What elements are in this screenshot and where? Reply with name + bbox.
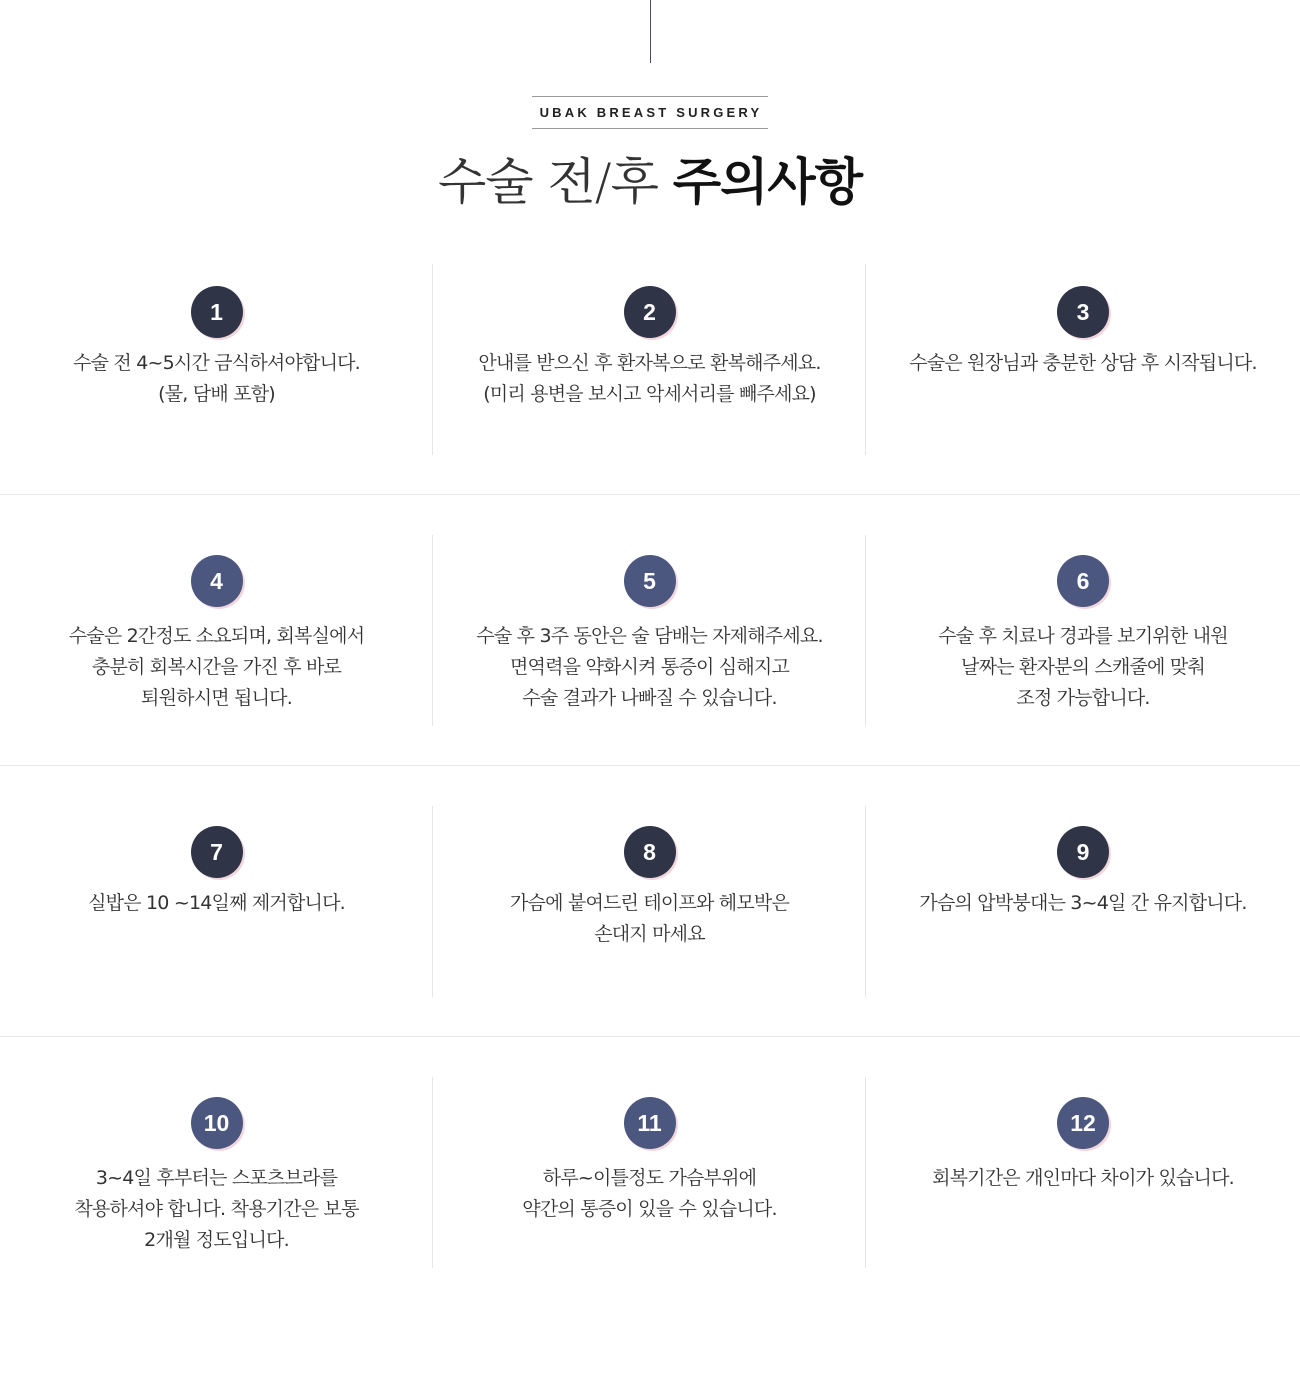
number-badge: 10 [191, 1097, 243, 1149]
number-badge: 1 [191, 286, 243, 338]
number-badge: 7 [191, 826, 243, 878]
precaution-text: 수술은 원장님과 충분한 상담 후 시작됩니다. [909, 352, 1257, 374]
precaution-text: 하루~이틀정도 가슴부위에 약간의 통증이 있을 수 있습니다. [522, 1167, 777, 1220]
precautions-row-2 [0, 495, 1300, 766]
number-badge: 8 [624, 826, 676, 878]
precautions-row-1 [0, 224, 1300, 495]
precautions-row-3 [0, 766, 1300, 1037]
precaution-item-8 [433, 766, 866, 1037]
precaution-item-4 [0, 495, 433, 766]
precaution-item-3 [866, 224, 1300, 495]
precaution-text: 가슴의 압박붕대는 3~4일 간 유지합니다. [919, 892, 1247, 914]
top-divider-line [650, 0, 651, 63]
precaution-item-5 [433, 495, 866, 766]
precaution-item-7 [0, 766, 433, 1037]
page-title-bold: 주의사항 [672, 153, 863, 211]
precaution-item-10 [0, 1037, 433, 1308]
precaution-item-11 [433, 1037, 866, 1308]
precaution-item-12 [866, 1037, 1300, 1308]
precautions-grid [0, 224, 1300, 1308]
number-badge: 9 [1057, 826, 1109, 878]
precaution-text: 회복기간은 개인마다 차이가 있습니다. [932, 1167, 1234, 1189]
number-badge: 3 [1057, 286, 1109, 338]
page-title [0, 148, 1300, 216]
precaution-text: 수술 후 3주 동안은 술 담배는 자제해주세요. 면역력을 약화시켜 통증이 심해지고 수술 결과가 나빠질 수 있습니다. [476, 625, 823, 709]
precaution-text: 수술 전 4~5시간 금식하셔야합니다. (물, 담배 포함) [73, 352, 360, 405]
precaution-text: 3~4일 후부터는 스포츠브라를 착용하셔야 합니다. 착용기간은 보통 2개월 정도입니다. [74, 1167, 359, 1251]
precaution-text: 수술 후 치료나 경과를 보기위한 내원 날짜는 환자분의 스캐줄에 맞춰 조정 가능합니다. [938, 625, 1228, 709]
precaution-text: 안내를 받으신 후 환자복으로 환복해주세요. (미리 용변을 보시고 악세서리를 빼주세요) [478, 352, 821, 405]
number-badge: 5 [624, 555, 676, 607]
number-badge: 6 [1057, 555, 1109, 607]
precaution-text: 실밥은 10 ~14일째 제거합니다. [88, 892, 345, 914]
precautions-row-4 [0, 1037, 1300, 1308]
eyebrow-label: UBAK BREAST SURGERY [532, 96, 769, 129]
page-title-light: 수술 전/후 [437, 153, 658, 211]
precaution-item-2 [433, 224, 866, 495]
precaution-item-1 [0, 224, 433, 495]
precaution-item-6 [866, 495, 1300, 766]
number-badge: 11 [624, 1097, 676, 1149]
precaution-item-9 [866, 766, 1300, 1037]
number-badge: 12 [1057, 1097, 1109, 1149]
precaution-text: 수술은 2간정도 소요되며, 회복실에서 충분히 회복시간을 가진 후 바로 퇴원하시면 됩니다. [68, 625, 365, 709]
precaution-text: 가슴에 붙여드린 테이프와 헤모박은 손대지 마세요 [509, 892, 790, 945]
section-eyebrow [0, 96, 1300, 129]
number-badge: 2 [624, 286, 676, 338]
number-badge: 4 [191, 555, 243, 607]
